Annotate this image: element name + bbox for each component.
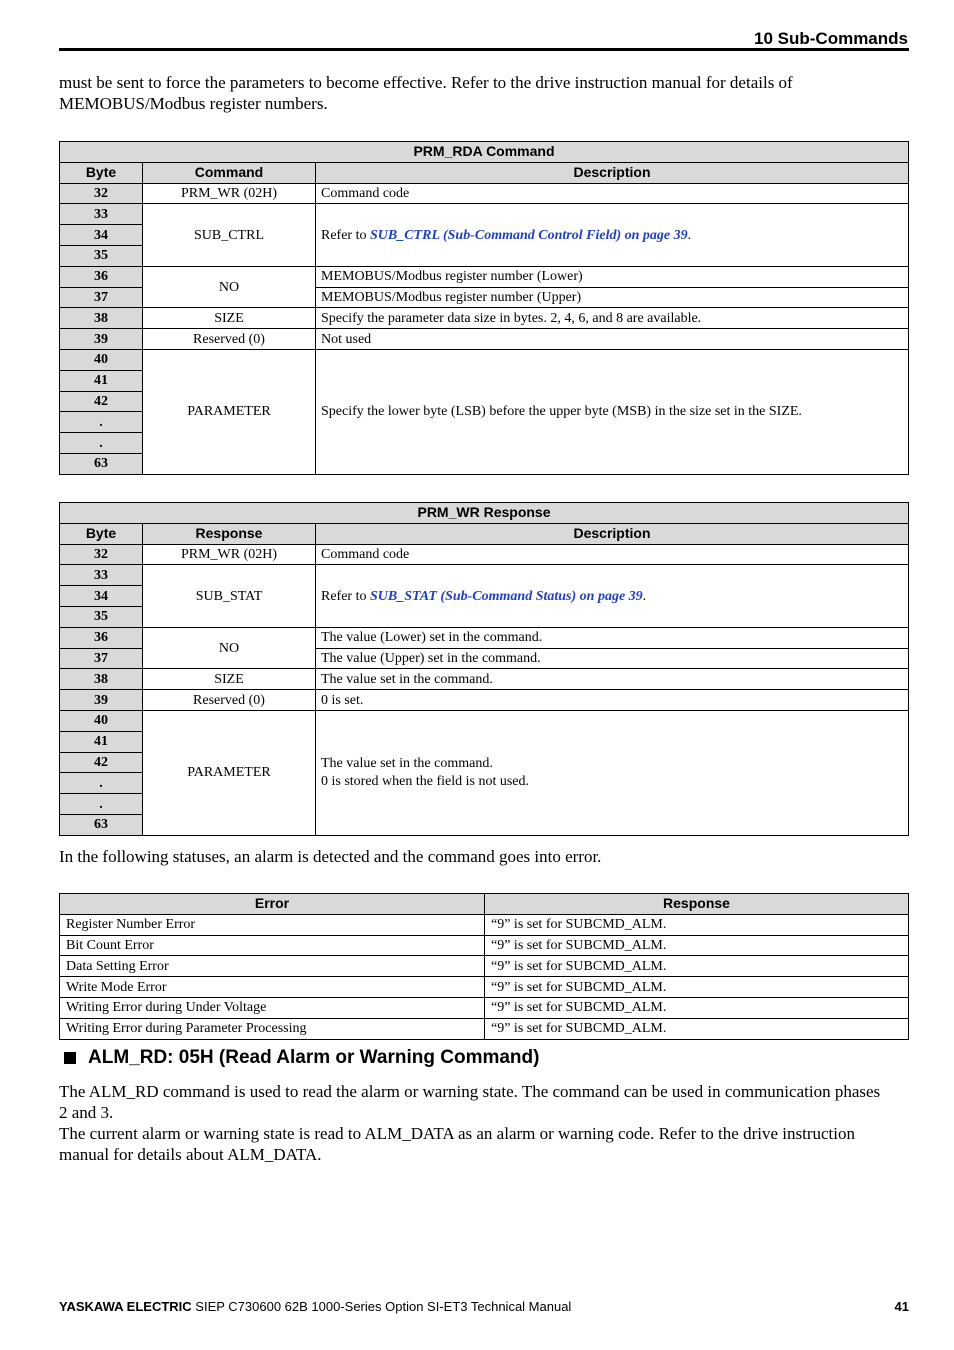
byte-cell: 41 xyxy=(60,370,143,391)
table-row xyxy=(60,627,909,648)
section-heading-text: ALM_RD: 05H (Read Alarm or Warning Command) xyxy=(88,1047,540,1068)
byte-cell: 41 xyxy=(60,731,143,752)
footer-brand: YASKAWA ELECTRIC xyxy=(59,1299,192,1314)
intro-line-1: must be sent to force the parameters to become effective. Refer to the drive instruction manual for details of xyxy=(59,73,793,92)
byte-cell: 35 xyxy=(60,245,143,266)
table-row xyxy=(60,565,909,586)
response-cell: SUB_STAT xyxy=(143,565,316,627)
param-desc-line-2: 0 is stored when the field is not used. xyxy=(321,773,530,789)
table-row xyxy=(60,690,909,711)
response-cell: “9” is set for SUBCMD_ALM. xyxy=(485,914,909,935)
section-p1-line-1: The ALM_RD command is used to read the alarm or warning state. The command can be used in communication phases xyxy=(59,1082,881,1101)
description-cell xyxy=(316,710,909,835)
table-row xyxy=(60,710,909,731)
byte-cell: . xyxy=(60,794,143,815)
table-row xyxy=(60,204,909,225)
description-cell xyxy=(316,565,909,627)
byte-cell: 39 xyxy=(60,329,143,350)
refer-prefix: Refer to xyxy=(321,227,370,243)
response-cell: “9” is set for SUBCMD_ALM. xyxy=(485,1018,909,1039)
header-rule xyxy=(59,48,909,51)
response-cell: PARAMETER xyxy=(143,710,316,835)
byte-cell: 40 xyxy=(60,349,143,370)
black-square-bullet-icon xyxy=(64,1052,76,1064)
sub-stat-link[interactable]: SUB_STAT (Sub-Command Status) on page 39 xyxy=(369,588,643,604)
table-row xyxy=(60,329,909,350)
command-cell: NO xyxy=(143,266,316,308)
error-table xyxy=(59,893,909,1040)
description-cell: Not used xyxy=(316,329,909,350)
table-row xyxy=(60,956,909,977)
refer-prefix: Refer to xyxy=(321,588,370,604)
description-cell: Command code xyxy=(316,544,909,565)
error-cell: Data Setting Error xyxy=(60,956,485,977)
table-row xyxy=(60,308,909,329)
description-cell: 0 is set. xyxy=(316,690,909,711)
response-cell: Reserved (0) xyxy=(143,690,316,711)
byte-cell: . xyxy=(60,773,143,794)
table-row xyxy=(60,669,909,690)
description-cell: The value (Upper) set in the command. xyxy=(316,648,909,669)
table-title: PRM_WR Response xyxy=(60,503,909,524)
description-cell: Specify the parameter data size in bytes. 2, 4, 6, and 8 are available. xyxy=(316,308,909,329)
prm-wr-response-table xyxy=(59,502,909,836)
column-header-byte: Byte xyxy=(60,523,143,544)
table-row xyxy=(60,935,909,956)
byte-cell: 32 xyxy=(60,544,143,565)
byte-cell: 63 xyxy=(60,453,143,474)
column-header-description: Description xyxy=(316,162,909,183)
description-cell: MEMOBUS/Modbus register number (Upper) xyxy=(316,287,909,308)
section-p2-line-2: manual for details about ALM_DATA. xyxy=(59,1145,322,1164)
command-cell: PRM_WR (02H) xyxy=(143,183,316,204)
description-cell: Specify the lower byte (LSB) before the upper byte (MSB) in the size set in the SIZE. xyxy=(316,349,909,474)
table-title: PRM_RDA Command xyxy=(60,142,909,163)
column-header-error: Error xyxy=(60,894,485,915)
page-header-title: 10 Sub-Commands xyxy=(754,29,908,48)
refer-suffix: . xyxy=(687,227,692,243)
refer-suffix: . xyxy=(642,588,647,604)
byte-cell: 36 xyxy=(60,266,143,287)
description-cell: The value (Lower) set in the command. xyxy=(316,627,909,648)
description-cell: MEMOBUS/Modbus register number (Lower) xyxy=(316,266,909,287)
byte-cell: 34 xyxy=(60,586,143,607)
response-cell: PRM_WR (02H) xyxy=(143,544,316,565)
section-p2-line-1: The current alarm or warning state is read to ALM_DATA as an alarm or warning code. Refer to the drive instruction xyxy=(59,1124,855,1143)
sub-ctrl-link[interactable]: SUB_CTRL (Sub-Command Control Field) on page 39 xyxy=(369,227,688,243)
byte-cell: 34 xyxy=(60,225,143,246)
response-cell: SIZE xyxy=(143,669,316,690)
byte-cell: 42 xyxy=(60,752,143,773)
byte-cell: 32 xyxy=(60,183,143,204)
response-cell: “9” is set for SUBCMD_ALM. xyxy=(485,977,909,998)
byte-cell: 39 xyxy=(60,690,143,711)
error-cell: Register Number Error xyxy=(60,914,485,935)
error-cell: Bit Count Error xyxy=(60,935,485,956)
table-row xyxy=(60,183,909,204)
byte-cell: 37 xyxy=(60,287,143,308)
table-row xyxy=(60,1018,909,1039)
error-cell: Writing Error during Parameter Processing xyxy=(60,1018,485,1039)
page-number: 41 xyxy=(894,1299,909,1314)
column-header-description: Description xyxy=(316,523,909,544)
prm-rda-command-table xyxy=(59,141,909,475)
response-cell: “9” is set for SUBCMD_ALM. xyxy=(485,956,909,977)
footer-doc-title: SIEP C730600 62B 1000-Series Option SI-ET3 Technical Manual xyxy=(191,1299,572,1314)
description-cell: The value set in the command. xyxy=(316,669,909,690)
table-row xyxy=(60,997,909,1018)
intro-line-2: MEMOBUS/Modbus register numbers. xyxy=(59,94,328,113)
column-header-byte: Byte xyxy=(60,162,143,183)
description-cell xyxy=(316,204,909,266)
command-cell: SIZE xyxy=(143,308,316,329)
table-row xyxy=(60,977,909,998)
table-row xyxy=(60,544,909,565)
byte-cell: 42 xyxy=(60,391,143,412)
response-cell: “9” is set for SUBCMD_ALM. xyxy=(485,935,909,956)
command-cell: PARAMETER xyxy=(143,349,316,474)
column-header-response: Response xyxy=(143,523,316,544)
section-p1-line-2: 2 and 3. xyxy=(59,1103,114,1122)
response-cell: NO xyxy=(143,627,316,669)
byte-cell: 35 xyxy=(60,606,143,627)
section-paragraph-2 xyxy=(59,1123,909,1165)
command-cell: SUB_CTRL xyxy=(143,204,316,266)
param-desc-line-1: The value set in the command. xyxy=(321,755,493,771)
response-cell: “9” is set for SUBCMD_ALM. xyxy=(485,997,909,1018)
command-cell: Reserved (0) xyxy=(143,329,316,350)
byte-cell: 33 xyxy=(60,204,143,225)
table-row xyxy=(60,349,909,370)
byte-cell: 63 xyxy=(60,814,143,835)
footer-doc-info xyxy=(59,1299,571,1314)
byte-cell: 37 xyxy=(60,648,143,669)
byte-cell: . xyxy=(60,433,143,454)
error-cell: Writing Error during Under Voltage xyxy=(60,997,485,1018)
byte-cell: 38 xyxy=(60,308,143,329)
column-header-command: Command xyxy=(143,162,316,183)
error-cell: Write Mode Error xyxy=(60,977,485,998)
byte-cell: 38 xyxy=(60,669,143,690)
section-heading xyxy=(64,1047,539,1069)
byte-cell: 40 xyxy=(60,710,143,731)
intro-paragraph xyxy=(59,72,909,114)
page-footer xyxy=(59,1299,909,1314)
byte-cell: 33 xyxy=(60,565,143,586)
byte-cell: . xyxy=(60,412,143,433)
section-paragraph-1 xyxy=(59,1081,909,1123)
byte-cell: 36 xyxy=(60,627,143,648)
table-row xyxy=(60,266,909,287)
column-header-response: Response xyxy=(485,894,909,915)
table-row xyxy=(60,914,909,935)
status-paragraph: In the following statuses, an alarm is detected and the command goes into error. xyxy=(59,847,602,866)
description-cell: Command code xyxy=(316,183,909,204)
